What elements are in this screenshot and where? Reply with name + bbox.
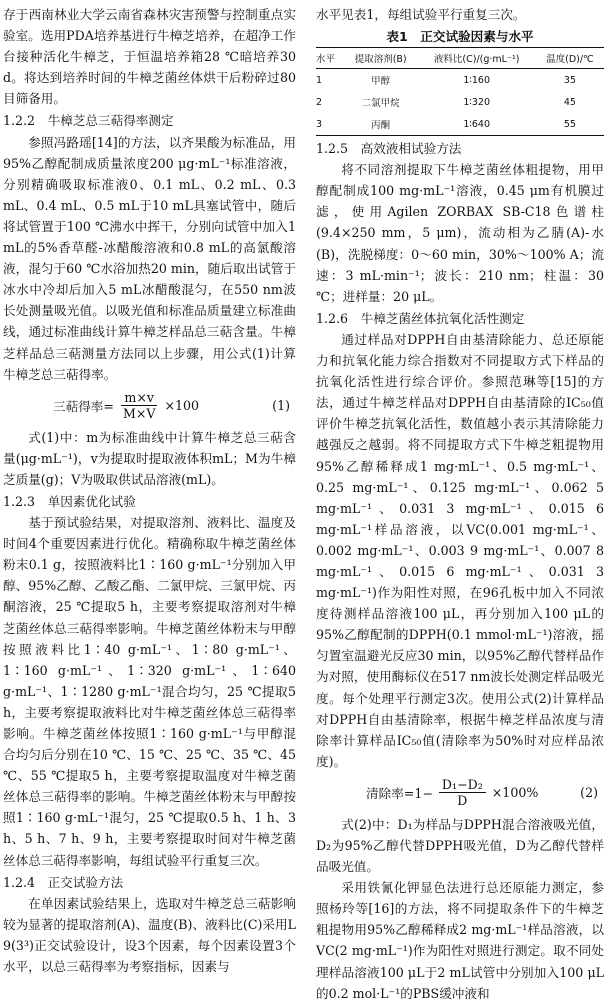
table-title: 表1 正交试验因素与水平 xyxy=(386,29,534,45)
fraction-numerator: m×v xyxy=(121,390,157,406)
paragraph: 在单因素试验结果上，选取对牛樟芝总三萜影响较为显著的提取溶剂(A)、温度(B)、液料比(C)采用L 9(3³)正交试验设计，设3个因素，每个因素设置3个水平，以总三萜得率为考察指标，因素与 xyxy=(3,895,296,975)
table-header: 温度(D)/℃ xyxy=(536,48,604,69)
table-cell: 2 xyxy=(316,96,323,108)
section-heading: 1.2.5 高效液相试验方法 xyxy=(316,141,462,157)
table-header: 水平 xyxy=(316,48,344,69)
fraction-denominator: M×V xyxy=(122,406,156,422)
left-column xyxy=(3,4,296,977)
fraction-numerator: D₁−D₂ xyxy=(439,777,486,793)
equation-tail: ×100 xyxy=(164,398,200,414)
paragraph: 采用铁氰化钾显色法进行总还原能力测定，参照杨玲等[16]的方法，将不同提取条件下的牛樟芝粗提物用95%乙醇稀释成2 mg·mL⁻¹样品溶液，以VC(2 mg·mL⁻¹)作为阳性对照进行测定。取不同处理样品溶液100 μL于2 mL试管中分别加入100 μL的0.2 mol·L⁻¹的PBS缓冲液和 xyxy=(316,880,604,1001)
section-heading: 1.2.3 单因素优化试验 xyxy=(3,493,136,509)
table-cell: 1∶320 xyxy=(463,96,491,108)
section-heading: 1.2.6 牛樟芝菌丝体抗氧化活性测定 xyxy=(316,310,525,326)
paragraph: 将不同溶剂提取下牛樟芝菌丝体粗提物，用甲醇配制成100 mg·mL⁻¹溶液，0.45 μm有机膜过滤，使用Agilen ZORBAX SB-C18色谱柱(9.4×250 mm，5 μm)，流动相为乙腈(A)-水(B)，洗脱梯度：0～60 min，30%～100% A；流速：3 mL·min⁻¹；波长：210 nm；柱温：30 ℃；进样量：20 μL。 xyxy=(316,162,604,304)
equation-1 xyxy=(3,385,296,427)
equation-body xyxy=(53,390,199,421)
table-cell: 二氯甲烷 xyxy=(361,98,400,110)
table-header: 提取溶剂(B) xyxy=(344,48,418,69)
paragraph: 通过样品对DPPH自由基清除能力、总还原能力和抗氧化能力综合指数对不同提取方式下样品的抗氧化活性进行综合评价。参照范琳等[15]的方法，通过牛樟芝样品对DPPH自由基清除的IC₅₀值评价牛樟芝抗氧化活性，数值越小表示其清除能力越强反之越弱。将不同提取方式下牛樟芝粗提物用95%乙醇稀释成1 mg·mL⁻¹、0.5 mg·mL⁻¹、0.25 mg·mL⁻¹、0.125 mg·mL⁻¹、0.062 5 mg·mL⁻¹、0.031 3 mg·mL⁻¹、0.015 6 mg·mL⁻¹样品溶液，以VC(0.001 mg·mL⁻¹、0.002 mg·mL⁻¹、0.003 9 mg·mL⁻¹、0.007 8 mg·mL⁻¹、0.015 6 mg·mL⁻¹、0.031 3 mg·mL⁻¹)作为阳性对照，在96孔板中加入不同浓度待测样品溶液100 μL，再分别加入100 μL的95%乙醇配制的DPPH(0.1 mmol·mL⁻¹)溶液，摇匀置室温避光反应30 min，以95%乙醇代替样品作为对照，使用酶标仪在517 nm波长处测定样品吸光度。每个处理平行测定3次。使用公式(2)计算样品对DPPH自由基清除率，根据牛樟芝样品浓度与清除率计算样品IC₅₀值(清除率为50%时对应样品浓度)。 xyxy=(316,331,604,769)
table-cell: 55 xyxy=(536,113,604,136)
equation-lhs: 清除率=1− xyxy=(366,786,433,802)
paragraph: 存于西南林业大学云南省森林灾害预警与控制重点实验室。选用PDA培养基进行牛樟芝培养，在超净工作台接种活化牛樟芝，于恒温培养箱28 ℃暗培养30 d。将达到培养时间的牛樟芝菌丝体烘干后粉碎过80目筛备用。 xyxy=(3,7,296,107)
table-cell: 甲醇 xyxy=(371,76,391,88)
fraction xyxy=(439,777,486,808)
equation-number: (2) xyxy=(580,785,598,801)
paragraph: 参照冯路瑶[14]的方法，以齐果酸为标准品，用95%乙醇配制成质量浓度200 μg·mL⁻¹标准溶液，分别精确吸取标准液0、0.1 mL、0.2 mL、0.3 mL、0.4 mL、0.5 mL于10 mL具塞试管中，随后将试管置于100 ℃沸水中挥干，分别向试管中加入1 mL的5%香草醛-冰醋酸溶液和0.8 mL的高氯酸溶液，混匀于60 ℃水浴加热20 min，随后取出试管于冰水中冷却后加入5 mL冰醋酸混匀，在550 nm波长处测量吸光值。以吸光值和标准品质量建立标准曲线，通过标准曲线计算牛樟芝样品总三萜含量。牛樟芝样品总三萜测量方法同以上步骤，用公式(1)计算牛樟芝总三萜得率。 xyxy=(3,134,296,382)
table-cell: 35 xyxy=(563,74,576,86)
table-cell: 1∶640 xyxy=(418,113,536,136)
paragraph: 基于预试验结果，对提取溶剂、液料比、温度及时间4个重要因素进行优化。精确称取牛樟芝菌丝体粉末0.1 g，按照液料比1∶160 g·mL⁻¹分别加入甲醇、95%乙醇、乙酸乙酯、二氯甲烷、三氯甲烷、丙酮溶液，25 ℃提取5 h，主要考察提取溶剂对牛樟芝菌丝体总三萜得率影响。牛樟芝菌丝体粉末与甲醇按照液料比1∶40 g·mL⁻¹、1∶80 g·mL⁻¹、1∶160 g·mL⁻¹、1∶320 g·mL⁻¹、1∶640 g·mL⁻¹、1∶1280 g·mL⁻¹混合均匀，25 ℃提取5 h，主要考察提取液料比对牛樟芝菌丝体总三萜得率影响。牛樟芝菌丝体按照1∶160 g·mL⁻¹与甲醇混合均匀后分别在10 ℃、15 ℃、25 ℃、35 ℃、45 ℃、55 ℃提取5 h，主要考察提取温度对牛樟芝菌丝体总三萜得率的影响。牛樟芝菌丝体粉末与甲醇按照1∶160 g·mL⁻¹混匀，25 ℃提取0.5 h、1 h、3 h、5 h、7 h、9 h，主要考察提取时间对牛樟芝菌丝体总三萜得率影响，每组试验平行重复三次。 xyxy=(3,515,296,868)
table-row xyxy=(316,113,604,136)
right-column xyxy=(316,4,604,1004)
equation-tail: ×100% xyxy=(491,785,539,801)
fraction xyxy=(120,390,159,421)
fraction-denominator: D xyxy=(457,793,468,809)
equation-body xyxy=(366,777,538,808)
paragraph: 式(2)中：D₁为样品与DPPH混合溶液吸光值，D₂为95%乙醇代替DPPH吸光值，D为乙醇代替样品吸光值。 xyxy=(316,816,604,875)
paragraph: 式(1)中：m为标准曲线中计算牛樟芝总三萜含量(μg·mL⁻¹)，v为提取时提取液体积mL；M为牛樟芝质量(g)；V为吸取供试品溶液(mL)。 xyxy=(3,429,296,487)
table-row xyxy=(316,69,604,92)
equation-number: (1) xyxy=(272,398,290,414)
section-heading: 1.2.2 牛樟芝总三萜得率测定 xyxy=(3,113,174,129)
table-header-row xyxy=(316,48,604,69)
table-cell: 45 xyxy=(563,96,576,108)
table-cell: 丙酮 xyxy=(344,113,418,136)
section-heading: 1.2.4 正交试验方法 xyxy=(3,874,124,890)
orthogonal-table xyxy=(316,47,604,136)
table-row xyxy=(316,91,604,113)
table-header: 液料比(C)/(g·mL⁻¹) xyxy=(418,48,536,69)
table-cell: 3 xyxy=(316,113,344,136)
table-cell: 1∶160 xyxy=(463,74,491,86)
equation-2 xyxy=(316,772,604,814)
table-cell: 1 xyxy=(316,74,323,86)
paragraph: 水平见表1，每组试验平行重复三次。 xyxy=(316,7,526,22)
equation-lhs: 三萜得率= xyxy=(53,399,114,415)
